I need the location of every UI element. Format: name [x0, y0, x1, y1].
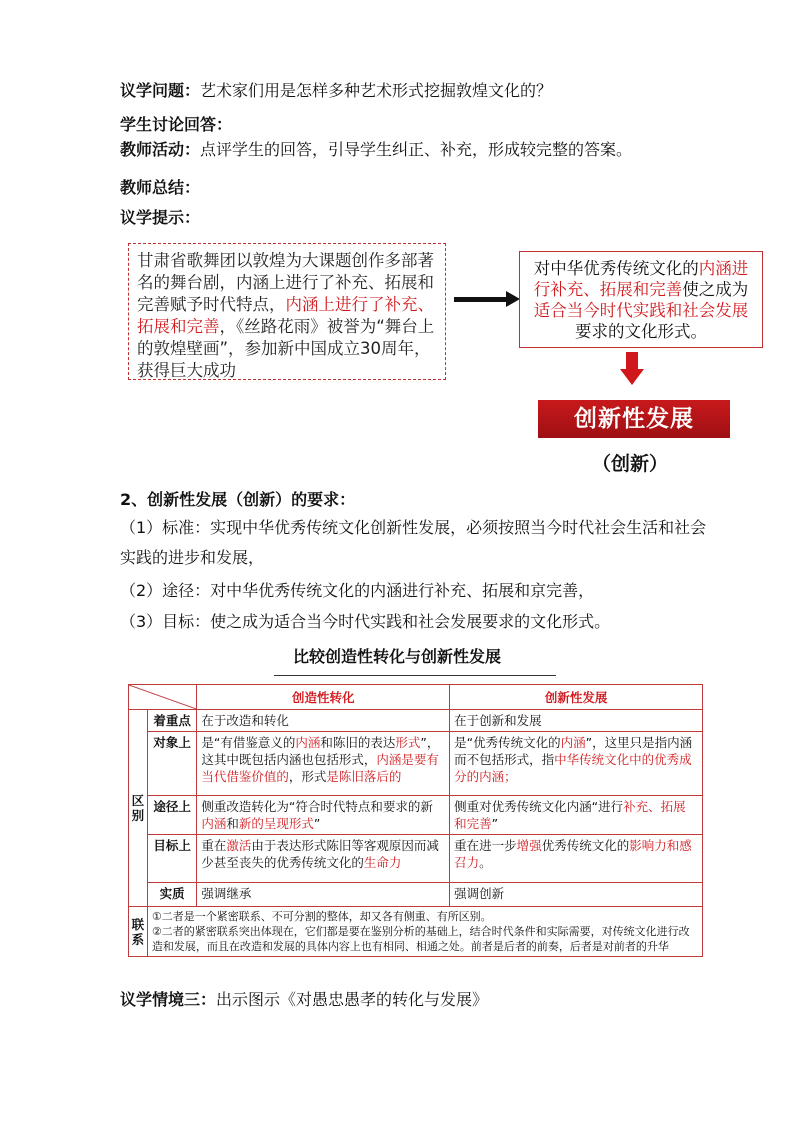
question-text: 艺术家们用是怎样多种艺术形式挖掘敦煌文化的？ [200, 81, 553, 100]
scenario-line [120, 990, 488, 1010]
table-row [129, 883, 703, 907]
dance-box-text-3: ，《丝路花雨》被誉为“舞台上的敦煌壁画”，参加新中国成立30周年，获得巨大成功 [137, 317, 435, 380]
table-corner-cell [129, 685, 197, 710]
dance-box-text-red: 内涵上进行了补充、拓展和完善 [137, 295, 434, 336]
row-key: 途径上 [147, 796, 197, 835]
teacher-activity-text: 点评学生的回答，引导学生纠正、补充，形成较完整的答案。 [200, 140, 633, 159]
requirement-3: （3）目标：使之成为适合当今时代实践和社会发展要求的文化形式。 [120, 612, 611, 631]
header-innovative-development: 创新性发展 [450, 685, 703, 710]
right-arrow-icon [506, 291, 520, 307]
cell-left: 重在激活由于表达形式陈旧等客观原因而减少甚至丧失的优秀传统文化的生命力 [197, 835, 450, 883]
requirement-1-line-1: （1）标准：实现中华优秀传统文化创新性发展，必须按照当今时代社会生活和社会 [120, 518, 707, 537]
cell-right: 强调创新 [450, 883, 703, 907]
row-key: 着重点 [147, 710, 197, 732]
definition-box [519, 251, 763, 348]
right-arrow-shaft [454, 297, 510, 302]
definition-text-3: 使之成为 [682, 280, 749, 299]
question-line [120, 81, 552, 101]
cell-right: 是“优秀传统文化的内涵”，这里只是指内涵而不包括形式，指中华传统文化中的优秀成分的内涵； [450, 732, 703, 796]
innovation-banner-subtitle: （创新） [592, 453, 669, 475]
cell-right: 重在进一步增强优秀传统文化的影响力和感召力。 [450, 835, 703, 883]
table-row [129, 796, 703, 835]
down-arrow-shaft [626, 352, 638, 370]
cell-left: 在于改造和转化 [197, 710, 450, 732]
question-label: 议学问题： [120, 81, 201, 100]
dance-box-text-1: 甘肃省歌舞团以敦煌为大课题创作多部著名的舞台剧，内涵上进行了补充、拓展和完善赋予时代特点， [137, 251, 434, 314]
side-label-link: 联系 [129, 907, 148, 957]
requirement-1-line-2: 实践的进步和发展， [120, 548, 265, 567]
table-row [129, 732, 703, 796]
header-creative-transformation: 创造性转化 [197, 685, 450, 710]
comparison-table [128, 684, 703, 957]
requirement-2: （2）途径：对中华优秀传统文化的内涵进行补充、拓展和京完善， [120, 581, 595, 600]
link-line-2: ②二者的紧密联系突出体现在，它们都是要在鉴别分析的基础上，结合时代条件和实际需要，对传统文化进行改造和发展，而且在改造和发展的具体内容上也有相同、相通之处。前者是后者的前奏，后者是对前者的升华 [151, 925, 690, 953]
discussion-line: 学生讨论回答： [120, 115, 233, 134]
link-cell [147, 907, 702, 957]
scenario-text: 出示图示《对愚忠愚孝的转化与发展》 [216, 990, 489, 1009]
cell-left: 侧重改造转化为“符合时代特点和要求的新内涵和新的呈现形式” [197, 796, 450, 835]
table-title-rule [274, 675, 556, 676]
innovation-banner: 创新性发展 [538, 400, 730, 438]
teacher-summary-line: 教师总结： [120, 178, 201, 197]
teacher-activity-label: 教师活动： [120, 140, 201, 159]
link-line-1: ①二者是一个紧密联系、不可分割的整体，却又各有侧重、有所区别。 [151, 910, 492, 923]
row-key: 实质 [147, 883, 197, 907]
down-arrow-icon [620, 369, 644, 385]
row-key: 对象上 [147, 732, 197, 796]
dance-troupe-box [128, 243, 446, 380]
teacher-activity-line [120, 140, 632, 160]
cell-right: 在于创新和发展 [450, 710, 703, 732]
cell-right: 侧重对优秀传统文化内涵“进行补充、拓展和完善” [450, 796, 703, 835]
table-row [129, 710, 703, 732]
definition-text-1: 对中华优秀传统文化的 [533, 259, 699, 278]
table-row-link [129, 907, 703, 957]
table-title: 比较创造性转化与创新性发展 [292, 647, 501, 666]
definition-text-red-2: 适合当今时代实践和社会发展 [533, 301, 749, 320]
side-label-difference: 区别 [129, 710, 148, 907]
definition-text-red-1: 内涵进行补充、拓展和完善 [533, 259, 749, 299]
requirements-heading: 2、创新性发展（创新）的要求： [120, 490, 356, 509]
tip-line: 议学提示： [120, 208, 201, 227]
table-header-row [129, 685, 703, 710]
table-row [129, 835, 703, 883]
row-key: 目标上 [147, 835, 197, 883]
cell-left: 强调继承 [197, 883, 450, 907]
definition-text-5: 要求的文化形式。 [575, 322, 707, 341]
corner-diagonal [129, 685, 196, 709]
cell-left: 是“有借鉴意义的内涵和陈旧的表达形式”，这其中既包括内涵也包括形式，内涵是要有当代借鉴价值的，形式是陈旧落后的 [197, 732, 450, 796]
scenario-label: 议学情境三： [120, 990, 217, 1009]
